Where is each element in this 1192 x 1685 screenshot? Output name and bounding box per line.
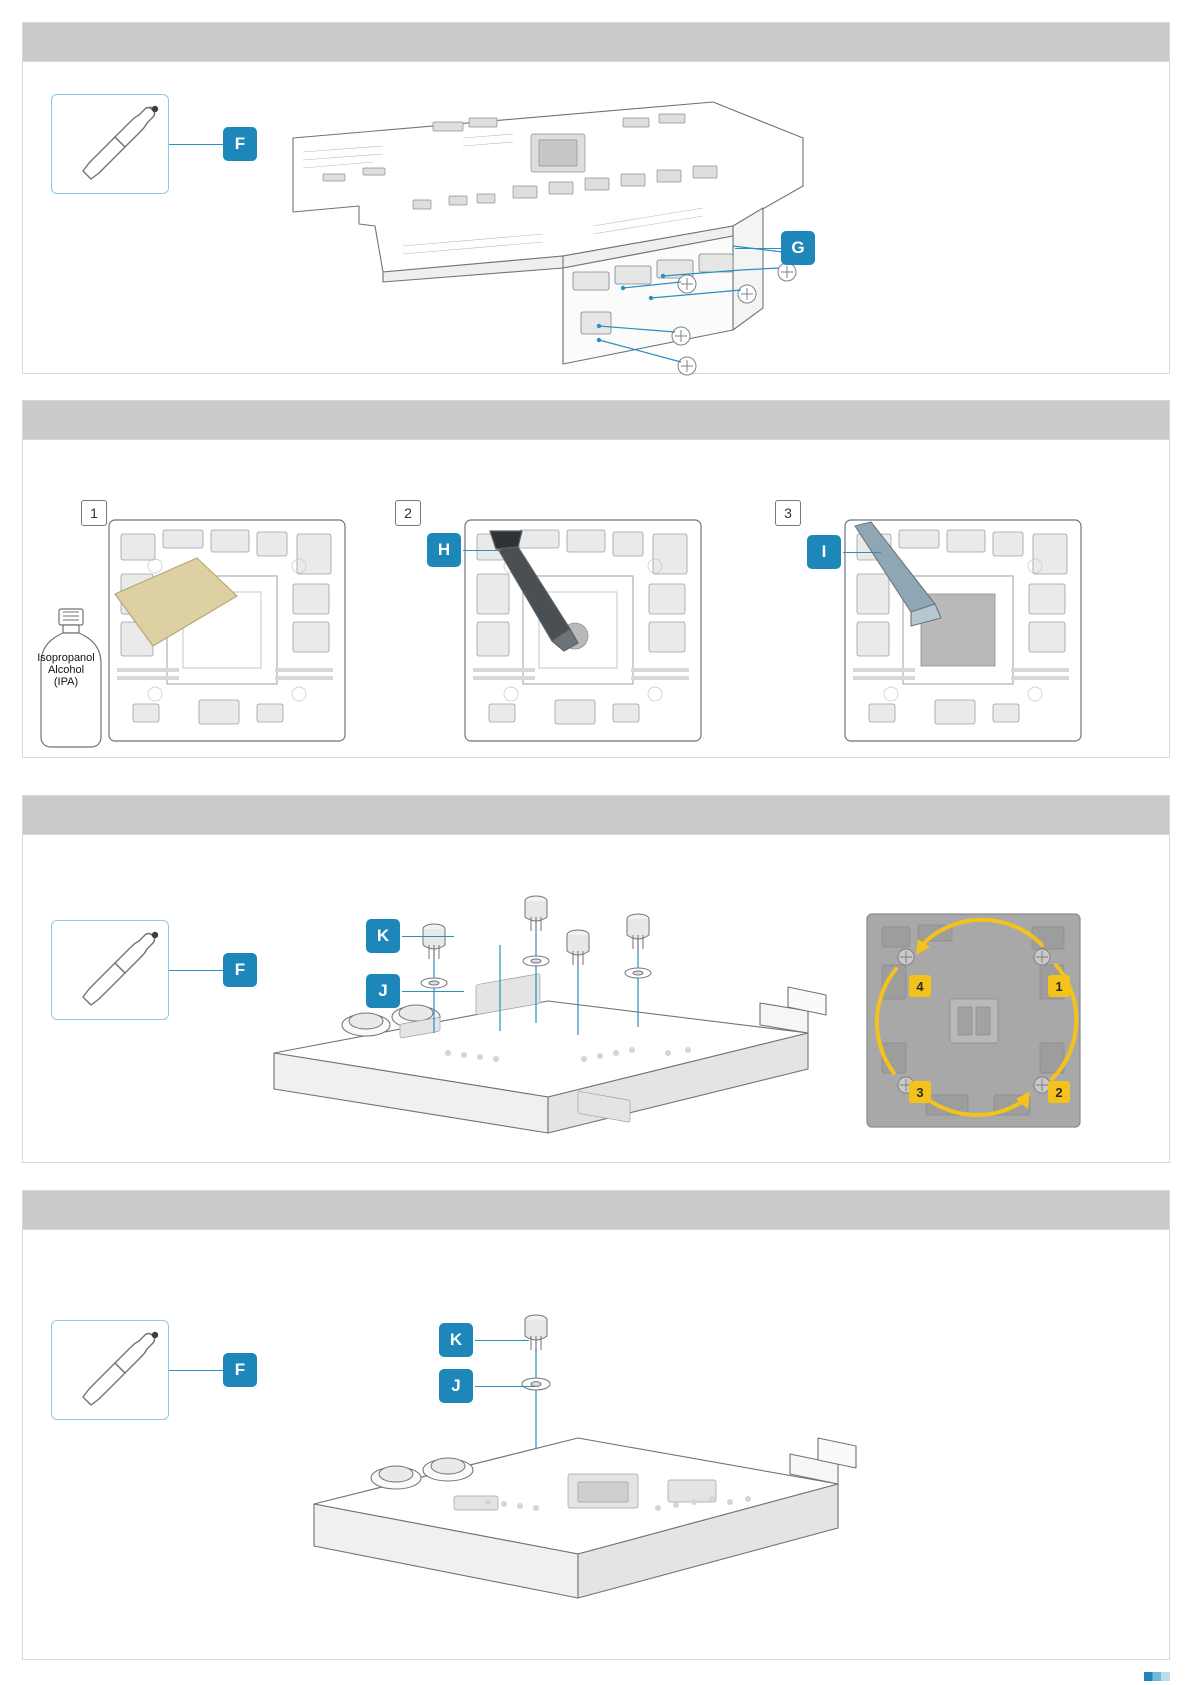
callout-tag-i: I — [807, 535, 841, 569]
screwdriver-icon — [55, 923, 165, 1017]
figure-final-assembly — [278, 1288, 858, 1648]
figure-waterblock-assembly — [248, 883, 828, 1158]
leader-tool-f-2 — [169, 970, 223, 971]
panel-1 — [22, 22, 1170, 374]
figure-pcb-bracket — [263, 76, 843, 376]
cleaning-cloth-icon — [101, 550, 251, 670]
callout-tag-f: F — [223, 127, 257, 161]
footer-brand-mark — [1144, 1672, 1170, 1681]
panel-4-body — [23, 1230, 1169, 1661]
leader-callout-h — [463, 550, 501, 551]
thermal-paste-syringe-icon — [478, 525, 618, 665]
tighten-order-3: 3 — [909, 1081, 931, 1103]
leader-callout-k-2 — [475, 1340, 529, 1341]
ipa-label-line-1: Isopropanol — [37, 652, 95, 664]
callout-tag-k: K — [366, 919, 400, 953]
leader-callout-k — [402, 936, 454, 937]
tighten-order-2: 2 — [1048, 1081, 1070, 1103]
ipa-label-line-3: (IPA) — [53, 676, 79, 688]
leader-callout-i — [843, 552, 881, 553]
panel-3-body — [23, 835, 1169, 1164]
leader-callout-g — [735, 248, 781, 249]
panel-2 — [22, 400, 1170, 758]
tool-swatch-screwdriver-3 — [51, 1320, 169, 1420]
step-number-1: 1 — [81, 500, 107, 526]
leader-tool-f-3 — [169, 1370, 223, 1371]
callout-tag-k-2: K — [439, 1323, 473, 1357]
tighten-order-4: 4 — [909, 975, 931, 997]
spreader-spatula-icon — [831, 520, 981, 660]
step-number-2: 2 — [395, 500, 421, 526]
screwdriver-icon — [55, 1323, 165, 1417]
panel-1-header — [23, 23, 1169, 62]
panel-4 — [22, 1190, 1170, 1660]
callout-tag-h: H — [427, 533, 461, 567]
tool-swatch-screwdriver — [51, 94, 169, 194]
ipa-label-line-2: Alcohol — [47, 664, 85, 676]
ipa-bottle-label — [31, 652, 101, 688]
panel-1-body — [23, 62, 1169, 375]
leader-callout-j — [402, 991, 464, 992]
panel-3-header — [23, 796, 1169, 835]
leader-tool-f — [169, 144, 223, 145]
callout-tag-f-3: F — [223, 1353, 257, 1387]
callout-tag-f-2: F — [223, 953, 257, 987]
tool-swatch-screwdriver-2 — [51, 920, 169, 1020]
step-number-3: 3 — [775, 500, 801, 526]
panel-3 — [22, 795, 1170, 1163]
callout-tag-j-2: J — [439, 1369, 473, 1403]
panel-2-body — [23, 440, 1169, 759]
screwdriver-icon — [55, 97, 165, 191]
tighten-order-1: 1 — [1048, 975, 1070, 997]
panel-2-header — [23, 401, 1169, 440]
callout-tag-g: G — [781, 231, 815, 265]
panel-4-header — [23, 1191, 1169, 1230]
callout-tag-j: J — [366, 974, 400, 1008]
leader-callout-j-2 — [475, 1386, 535, 1387]
